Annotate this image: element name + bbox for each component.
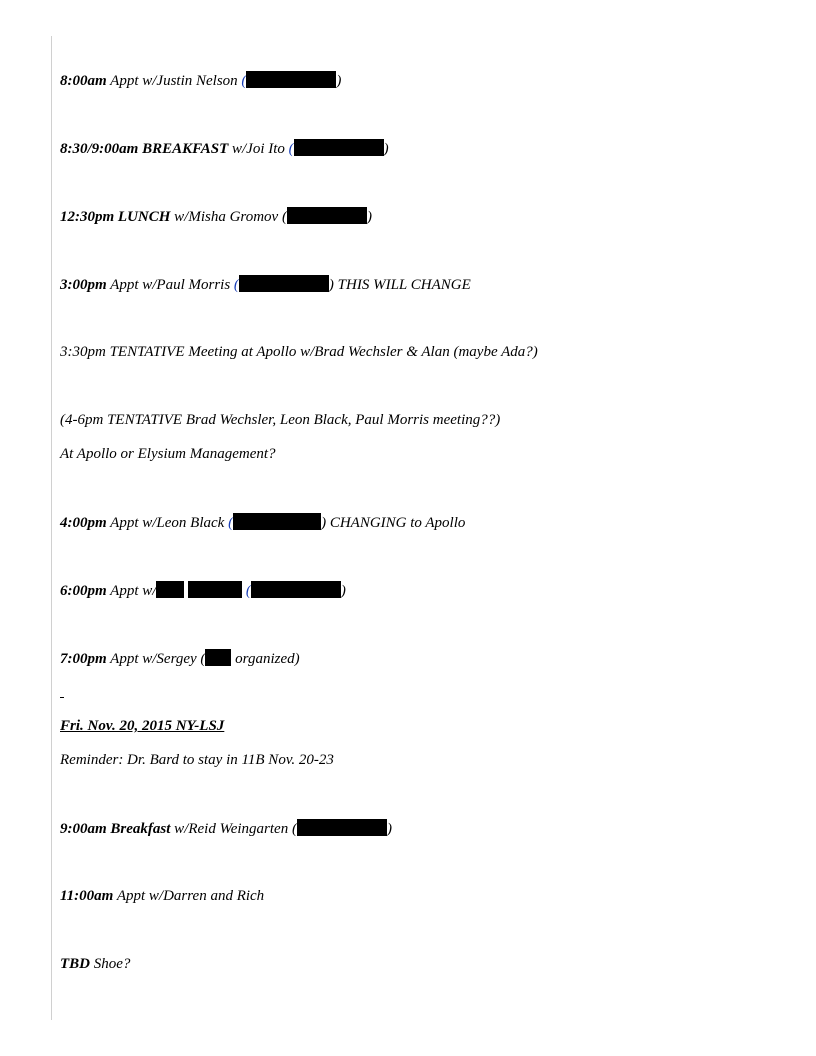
separator-dash [60,697,64,698]
redaction-box [156,581,184,598]
entry-330pm-tentative [60,343,538,361]
entry-time: 12:30pm [60,209,115,225]
entry-note: THIS WILL CHANGE [337,277,471,293]
margin-rule [51,36,52,1020]
entry-time: 11:00am [60,888,114,904]
entry-note: CHANGING to Apollo [329,515,466,531]
entry-tbd [60,955,130,973]
redaction-box [251,581,341,598]
redaction-box [233,513,321,530]
redaction-box [188,581,242,598]
entry-text: w/Joi Ito [232,141,285,157]
entry-time: 8:30/9:00am [60,141,139,157]
close-paren: ) [336,73,342,89]
date-heading: Fri. Nov. 20, 2015 NY-LSJ [60,718,225,734]
entry-text: Appt w/Leon Black [110,515,225,531]
entry-text: Appt w/ [110,583,157,599]
entry-text: At Apollo or Elysium Management? [60,446,276,462]
close-paren: ) [383,141,389,157]
entry-text: (4-6pm TENTATIVE Brad Wechsler, Leon Black, Paul Morris meeting??) [60,412,501,428]
open-paren: ( [245,583,251,599]
redaction-box [287,207,367,224]
entry-text: Appt w/Justin Nelson [110,73,238,89]
entry-label: Breakfast [110,821,171,837]
entry-300pm [60,275,471,294]
open-paren: ( [288,141,294,157]
entry-1100am [60,887,264,905]
close-paren: ) [366,209,372,225]
entry-text: w/Reid Weingarten [174,821,289,837]
entry-800am [60,71,341,90]
close-paren: ) [386,821,392,837]
close-paren: ) [328,277,334,293]
entry-breakfast-joi-ito [60,139,389,158]
entry-600pm [60,581,346,600]
entry-time: 9:00am [60,821,107,837]
redaction-box [246,71,336,88]
open-paren: ( [281,209,287,225]
reminder [60,751,334,769]
open-paren: ( [200,651,206,667]
entry-lunch-misha-gromov [60,207,372,226]
entry-time: 7:00pm [60,651,107,667]
entry-time: 3:00pm [60,277,107,293]
day-heading [60,717,224,735]
entry-text: w/Misha Gromov [174,209,279,225]
open-paren: ( [233,277,239,293]
entry-4-6pm-tentative [60,411,500,429]
redaction-box [294,139,384,156]
entry-label: BREAKFAST [142,141,229,157]
open-paren: ( [241,73,247,89]
entry-label: LUNCH [117,209,171,225]
entry-time: 4:00pm [60,515,107,531]
redaction-box [297,819,387,836]
close-paren: ) [340,583,346,599]
entry-700pm [60,649,300,668]
close-paren: ) [321,515,327,531]
entry-time: 6:00pm [60,583,107,599]
open-paren: ( [228,515,234,531]
entry-text: Appt w/Paul Morris [110,277,231,293]
reminder-text: Reminder: Dr. Bard to stay in 11B Nov. 20-23 [60,752,334,768]
entry-400pm [60,513,465,532]
entry-breakfast-reid-weingarten [60,819,392,838]
redaction-box [205,649,231,666]
entry-text: 3:30pm TENTATIVE Meeting at Apollo w/Brad Wechsler & Alan (maybe Ada?) [60,344,538,360]
entry-text-after: organized) [235,651,300,667]
open-paren: ( [291,821,297,837]
entry-text: Appt w/Sergey [110,651,197,667]
entry-text: Shoe? [93,956,131,972]
entry-text: Appt w/Darren and Rich [116,888,265,904]
entry-time: 8:00am [60,73,107,89]
entry-location-question [60,445,276,463]
entry-time: TBD [60,956,90,972]
redaction-box [239,275,329,292]
